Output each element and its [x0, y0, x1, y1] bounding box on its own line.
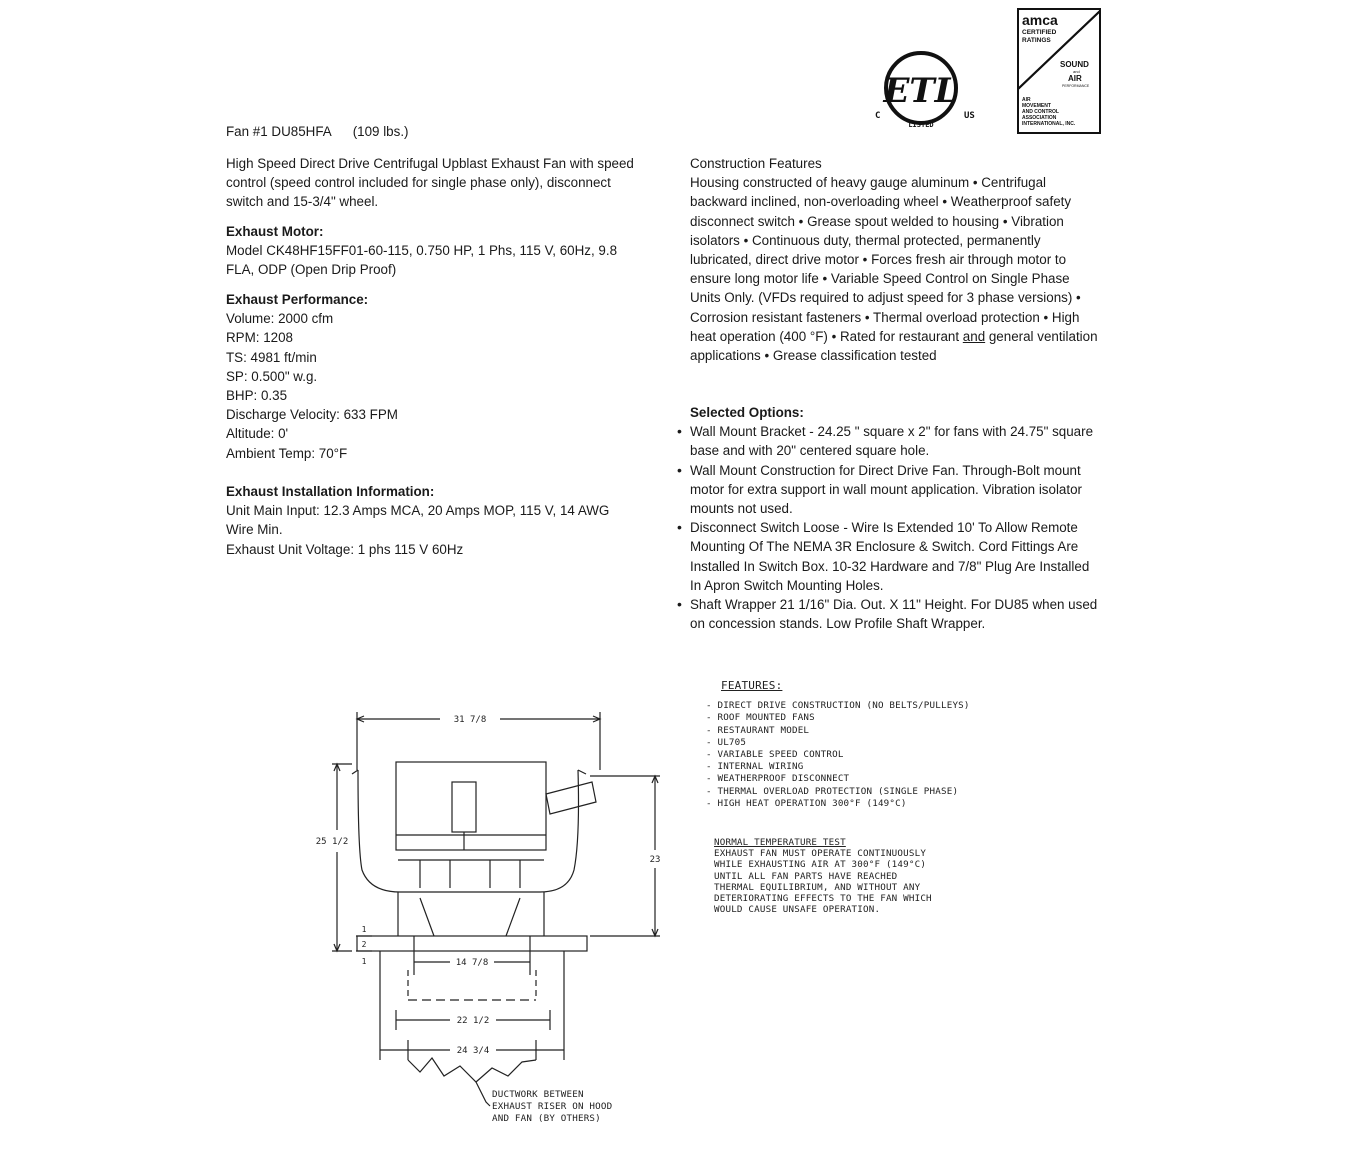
option-item: • Wall Mount Bracket - 24.25 " square x 2" for fans with 24.75" square base and with 20" centered square hole.	[690, 422, 1110, 460]
ductwork-note-line: AND FAN (BY OTHERS)	[492, 1113, 601, 1125]
dim-base-mid: 2	[361, 940, 367, 949]
exhaust-installation-heading: Exhaust Installation Information:	[226, 484, 435, 499]
option-item: • Shaft Wrapper 21 1/16" Dia. Out. X 11" Height. For DU85 when used on concession stands. Low Profile Shaft Wrapper.	[690, 595, 1110, 633]
etl-listed-logo	[872, 48, 982, 132]
fan-description	[226, 154, 646, 212]
features-heading: FEATURES:	[721, 679, 783, 692]
amca-assoc-2: MOVEMENT	[1022, 103, 1051, 109]
performance-item: Discharge Velocity: 633 FPM	[226, 407, 398, 423]
motor-line: FLA, ODP (Open Drip Proof)	[226, 262, 397, 278]
amca-sound: SOUND	[1060, 60, 1089, 69]
dim-base-bottom: 1	[361, 957, 367, 966]
amca-assoc-3: AND CONTROL	[1022, 109, 1059, 115]
dim-height-right: 23	[649, 855, 660, 865]
exhaust-performance-section	[226, 290, 646, 463]
ductwork-note-line: EXHAUST RISER ON HOOD	[492, 1101, 613, 1113]
construction-line: Corrosion resistant fasteners • Thermal overload protection • High	[690, 309, 1080, 325]
dim-duct-width: 22 1/2	[456, 1016, 490, 1026]
temperature-test-block	[714, 837, 932, 915]
features-block	[706, 680, 970, 810]
construction-features-section	[690, 154, 1110, 365]
temperature-test-heading: NORMAL TEMPERATURE TEST	[714, 837, 846, 848]
exhaust-motor-section	[226, 222, 646, 280]
ductwork-note-line: DUCTWORK BETWEEN	[492, 1089, 584, 1100]
dim-overall-width: 31 7/8	[453, 715, 487, 725]
description-line: High Speed Direct Drive Centrifugal Upblast Exhaust Fan with speed	[226, 156, 634, 171]
construction-line: isolators • Continuous duty, thermal protected, permanently	[690, 232, 1041, 248]
construction-line: disconnect switch • Grease spout welded to housing • Vibration	[690, 213, 1064, 229]
dim-base-top: 1	[361, 925, 367, 934]
temperature-test-line: UNTIL ALL FAN PARTS HAVE REACHED	[714, 870, 898, 882]
temperature-test-line: DETERIORATING EFFECTS TO THE FAN WHICH	[714, 893, 932, 905]
performance-item: Volume: 2000 cfm	[226, 311, 334, 327]
feature-item: - INTERNAL WIRING	[706, 761, 804, 773]
fan-id: Fan #1 DU85HFA	[226, 124, 331, 139]
amca-subtitle-2: RATINGS	[1022, 37, 1051, 44]
feature-item: - VARIABLE SPEED CONTROL	[706, 749, 844, 761]
motor-line: Model CK48HF15FF01-60-115, 0.750 HP, 1 Phs, 115 V, 60Hz, 9.8	[226, 243, 618, 259]
dim-base-width: 24 3/4	[456, 1046, 490, 1056]
selected-options-heading: Selected Options:	[690, 405, 804, 420]
temperature-test-line: WHILE EXHAUSTING AIR AT 300°F (149°C)	[714, 859, 927, 871]
temperature-test-line: EXHAUST FAN MUST OPERATE CONTINUOUSLY	[714, 848, 927, 860]
temperature-test-line: THERMAL EQUILIBRIUM, AND WITHOUT ANY	[714, 881, 921, 893]
installation-line: Unit Main Input: 12.3 Amps MCA, 20 Amps MOP, 115 V, 14 AWG	[226, 503, 610, 519]
fan-header	[226, 122, 646, 141]
exhaust-installation-section	[226, 482, 646, 559]
feature-item: - UL705	[706, 736, 747, 748]
amca-certified-logo	[1016, 7, 1102, 135]
dim-overall-height: 25 1/2	[315, 837, 349, 847]
fan-dimension-drawing	[300, 700, 660, 1130]
feature-item: - ROOF MOUNTED FANS	[706, 712, 815, 724]
feature-item: - HIGH HEAT OPERATION 300°F (149°C)	[706, 797, 907, 809]
amca-assoc-4: ASSOCIATION	[1022, 115, 1057, 121]
temperature-test-line: WOULD CAUSE UNSAFE OPERATION.	[714, 904, 881, 916]
performance-item: SP: 0.500" w.g.	[226, 368, 318, 384]
feature-item: - WEATHERPROOF DISCONNECT	[706, 773, 850, 785]
amca-title: amca	[1022, 12, 1058, 28]
amca-air: AIR	[1068, 74, 1082, 83]
feature-item: - DIRECT DRIVE CONSTRUCTION (NO BELTS/PULLEYS)	[706, 700, 970, 712]
construction-line: heat operation (400 °F) • Rated for restaurant and general ventilation	[690, 328, 1098, 344]
options-list	[690, 422, 1110, 633]
feature-item: - THERMAL OVERLOAD PROTECTION (SINGLE PHASE)	[706, 785, 959, 797]
fan-weight: (109 lbs.)	[352, 124, 409, 139]
construction-heading: Construction Features	[690, 156, 822, 171]
description-line: switch and 15-3/4" wheel.	[226, 194, 379, 210]
exhaust-performance-heading: Exhaust Performance:	[226, 292, 369, 307]
amca-assoc-5: INTERNATIONAL, INC.	[1022, 121, 1076, 127]
construction-line: applications • Grease classification tested	[690, 348, 937, 364]
etl-mark: ETL	[883, 71, 959, 111]
installation-line: Exhaust Unit Voltage: 1 phs 115 V 60Hz	[226, 541, 464, 557]
performance-item: RPM: 1208	[226, 330, 293, 346]
performance-item: Altitude: 0'	[226, 426, 289, 442]
construction-line: Units Only. (VFDs required to adjust speed for 3 phase versions) •	[690, 290, 1081, 306]
amca-assoc-1: AIR	[1022, 97, 1031, 103]
construction-line: backward inclined, non-overloading wheel • Weatherproof safety	[690, 194, 1072, 210]
amca-and: and	[1073, 69, 1080, 74]
selected-options-section	[690, 403, 1110, 633]
dim-inner-width: 14 7/8	[455, 958, 489, 968]
exhaust-motor-heading: Exhaust Motor:	[226, 224, 324, 239]
construction-line: ensure long motor life • Variable Speed Control on Single Phase	[690, 271, 1070, 287]
feature-item: - RESTAURANT MODEL	[706, 724, 810, 736]
construction-line: lubricated, direct drive motor • Forces fresh air through motor to	[690, 252, 1067, 268]
performance-item: Ambient Temp: 70°F	[226, 445, 348, 461]
ductwork-note	[492, 1089, 612, 1126]
amca-performance: PERFORMANCE	[1062, 84, 1090, 88]
description-line: control (speed control included for single phase only), disconnect	[226, 175, 611, 191]
etl-us: US	[964, 111, 975, 121]
installation-line: Wire Min.	[226, 522, 283, 538]
construction-line: Housing constructed of heavy gauge aluminum • Centrifugal	[690, 175, 1047, 191]
option-item: • Disconnect Switch Loose - Wire Is Extended 10' To Allow Remote Mounting Of The NEMA 3R Enclosure & Switch. Cord Fittings Are Installed In Switch Box. 10-32 Hardware and 7/8" Plug Are Installed In Apron Switch Mounting Holes.	[690, 518, 1110, 595]
etl-listed: LISTED	[908, 121, 934, 129]
option-item: • Wall Mount Construction for Direct Drive Fan. Through-Bolt mount motor for extra support in wall mount application. Vibration isolator mounts not used.	[690, 461, 1110, 519]
performance-item: BHP: 0.35	[226, 388, 288, 404]
performance-item: TS: 4981 ft/min	[226, 349, 317, 365]
amca-subtitle-1: CERTIFIED	[1022, 29, 1057, 36]
etl-c: C	[875, 111, 881, 121]
